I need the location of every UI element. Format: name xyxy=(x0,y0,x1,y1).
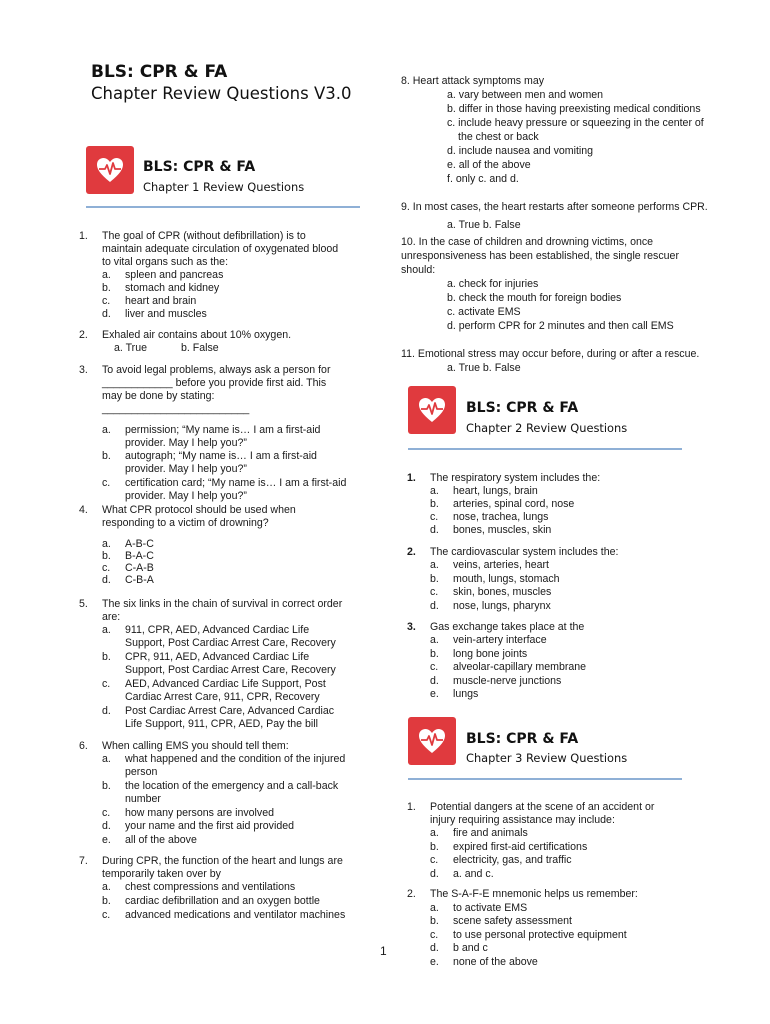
chapter-3-badge xyxy=(408,717,456,765)
chapter-2-title: BLS: CPR & FA xyxy=(466,400,579,416)
chapter-1-badge xyxy=(86,146,134,194)
chapter-2-divider xyxy=(408,448,682,450)
chapter-2-subtitle: Chapter 2 Review Questions xyxy=(466,421,628,435)
chapter-1-divider xyxy=(86,206,360,208)
chapter-3-divider xyxy=(408,778,682,780)
heart-pulse-icon xyxy=(417,395,447,425)
chapter-1-title: BLS: CPR & FA xyxy=(143,159,256,175)
chapter-2-badge xyxy=(408,386,456,434)
chapter-1-subtitle: Chapter 1 Review Questions xyxy=(143,180,305,194)
chapter-3-title: BLS: CPR & FA xyxy=(466,731,579,747)
page-number: 1 xyxy=(380,944,387,958)
heart-pulse-icon xyxy=(95,155,125,185)
document-title: BLS: CPR & FA xyxy=(91,62,228,82)
chapter-3-subtitle: Chapter 3 Review Questions xyxy=(466,751,628,765)
document-subtitle: Chapter Review Questions V3.0 xyxy=(91,84,352,103)
heart-pulse-icon xyxy=(417,726,447,756)
